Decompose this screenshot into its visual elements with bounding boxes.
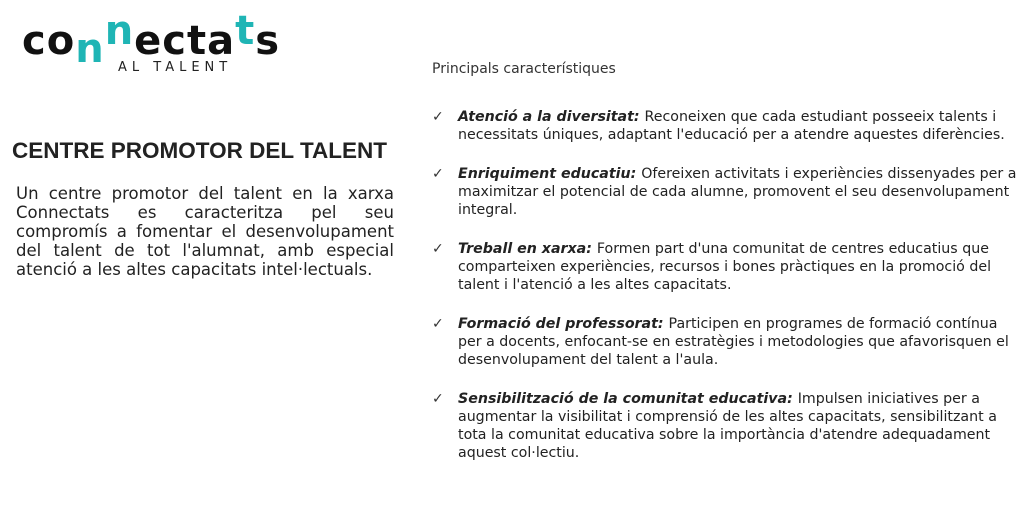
check-icon: ✓: [432, 166, 444, 182]
check-icon: ✓: [432, 109, 444, 125]
check-icon: ✓: [432, 241, 444, 257]
feature-text: Formen part d'una comunitat de centres educatius que comparteixen experiències, recursos i bones pràctiques en la promoció del talent i l'atenció a les altes capacitats.: [458, 241, 992, 293]
feature-title: Enriquiment educatiu: [458, 166, 631, 182]
feature-item: [432, 108, 1017, 144]
feature-item: [432, 240, 1017, 294]
logo-part-accent: t: [235, 8, 256, 54]
page-title: CENTRE PROMOTOR DEL TALENT: [12, 138, 388, 163]
logo-part: ecta: [134, 18, 236, 64]
intro-paragraph: Un centre promotor del talent en la xarxa Connectats es caracteritza pel seu compromís a fomentar el desenvolupament del talent de tot l'alumnat, amb especial atenció a les altes capacitats intel·lectuals.: [16, 184, 394, 279]
features-list: [432, 108, 1017, 483]
feature-text: Ofereixen activitats i experiències dissenyades per a maximitzar el potencial de cada alumne, promovent el seu desenvolupament integral.: [458, 166, 1017, 218]
feature-colon: :: [630, 166, 642, 182]
logo-part-accent: n: [75, 26, 105, 72]
feature-colon: :: [787, 391, 798, 407]
logo-tagline: AL TALENT: [118, 60, 233, 75]
feature-title: Sensibilització de la comunitat educativa: [458, 391, 788, 407]
logo-part: co: [22, 18, 76, 64]
feature-item: [432, 390, 1017, 462]
feature-item: [432, 315, 1017, 369]
feature-title: Atenció a la diversitat: [458, 109, 634, 125]
connectats-logo: [22, 4, 290, 80]
feature-title: Treball en xarxa: [458, 241, 587, 257]
check-icon: ✓: [432, 316, 444, 332]
feature-colon: :: [657, 316, 669, 332]
logo-part-accent: n: [104, 8, 135, 54]
feature-colon: :: [633, 109, 645, 125]
feature-item: [432, 165, 1017, 219]
feature-colon: :: [586, 241, 597, 257]
feature-title: Formació del professorat: [458, 316, 658, 332]
logo-part: s: [255, 18, 281, 64]
feature-text: Participen en programes de formació contínua per a docents, enfocant-se en estratègies i metodologies que afavorisquen el desenvolupament del talent a l'aula.: [458, 316, 1009, 368]
feature-text: Reconeixen que cada estudiant posseeix talents i necessitats úniques, adaptant l'educació per a atendre aquestes diferències.: [458, 109, 1005, 143]
check-icon: ✓: [432, 391, 444, 407]
features-heading: Principals característiques: [432, 61, 616, 77]
feature-text: Impulsen iniciatives per a augmentar la visibilitat i comprensió de les altes capacitats, sensibilitzant a tota la comunitat educativa sobre la importància d'atendre adequadament aquest col·lectiu.: [458, 391, 997, 461]
